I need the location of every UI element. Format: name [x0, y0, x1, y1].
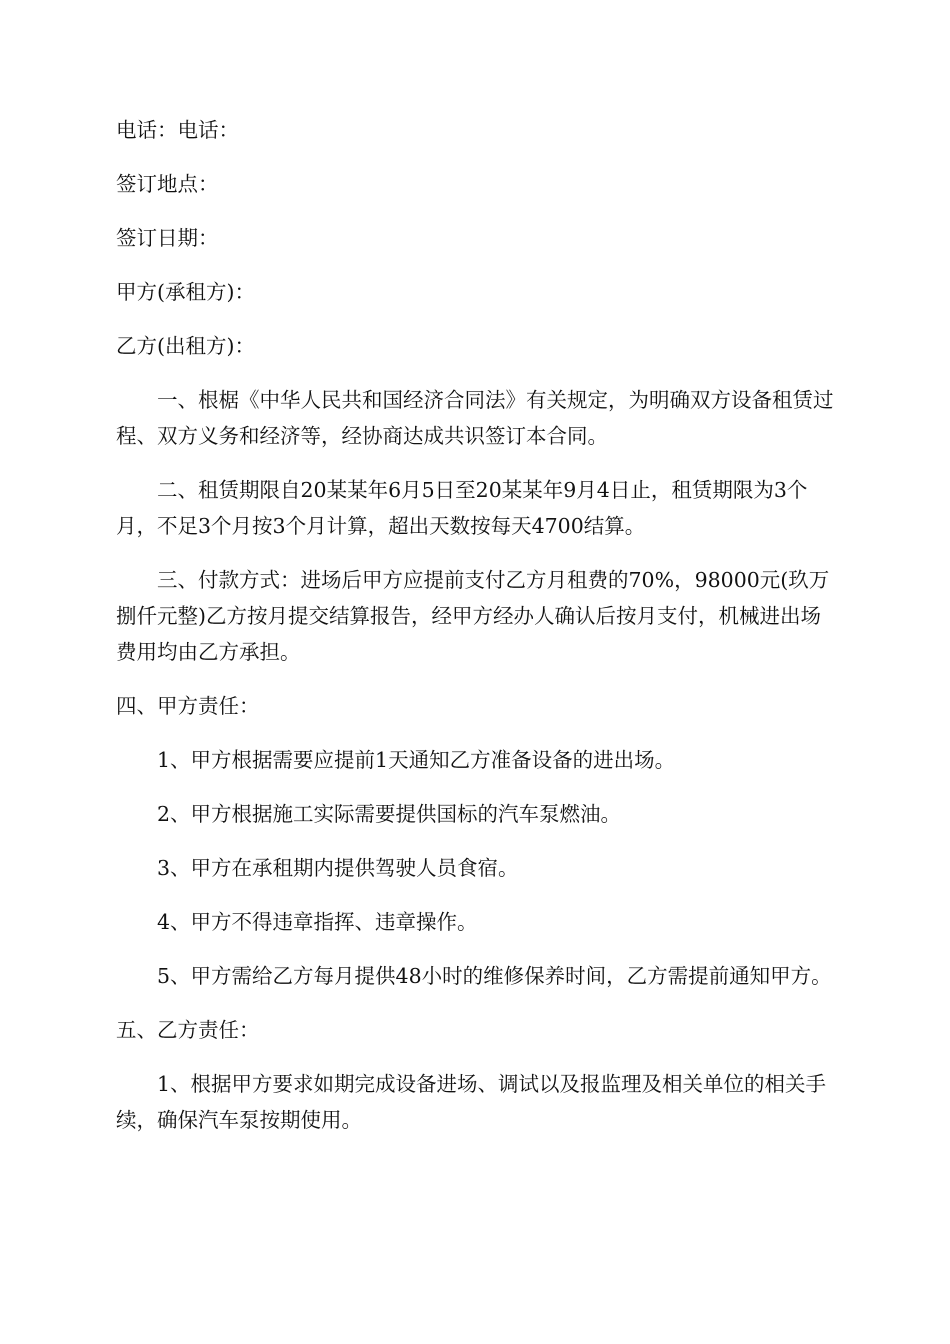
party-a-duty-3: 3、甲方在承租期内提供驾驶人员食宿。 [157, 856, 519, 880]
signing-date-line: 签订日期： [116, 226, 219, 250]
clause-2-paragraph: 二、租赁期限自20某某年6月5日至20某某年9月4日止，租赁期限为3个月，不足3个月按3个月计算，超出天数按每天4700结算。 [116, 478, 808, 538]
clause-1-paragraph: 一、根椐《中华人民共和国经济合同法》有关规定，为明确双方设备租赁过程、双方义务和经济等，经协商达成共识签订本合同。 [116, 388, 834, 448]
party-a-duties-heading: 四、甲方责任： [116, 694, 260, 718]
party-b-duties-heading: 五、乙方责任： [116, 1018, 260, 1042]
party-b-line: 乙方(出租方)： [116, 334, 255, 358]
party-a-duty-2: 2、甲方根据施工实际需要提供国标的汽车泵燃油。 [157, 802, 622, 826]
party-b-duty-1: 1、根据甲方要求如期完成设备进场、调试以及报监理及相关单位的相关手续，确保汽车泵按期使用。 [116, 1072, 827, 1132]
contact-phone-line: 电话：电话： [116, 118, 239, 142]
document-page [116, 112, 834, 1156]
party-a-line: 甲方(承租方)： [116, 280, 255, 304]
signing-place-line: 签订地点： [116, 172, 219, 196]
clause-3-paragraph: 三、付款方式：进场后甲方应提前支付乙方月租费的70%，98000元(玖万捌仟元整)乙方按月提交结算报告，经甲方经办人确认后按月支付，机械进出场费用均由乙方承担。 [116, 568, 830, 664]
party-a-duty-4: 4、甲方不得违章指挥、违章操作。 [157, 910, 478, 934]
party-a-duty-5: 5、甲方需给乙方每月提供48小时的维修保养时间，乙方需提前通知甲方。 [157, 964, 832, 988]
party-a-duty-1: 1、甲方根据需要应提前1天通知乙方准备设备的进出场。 [157, 748, 676, 772]
